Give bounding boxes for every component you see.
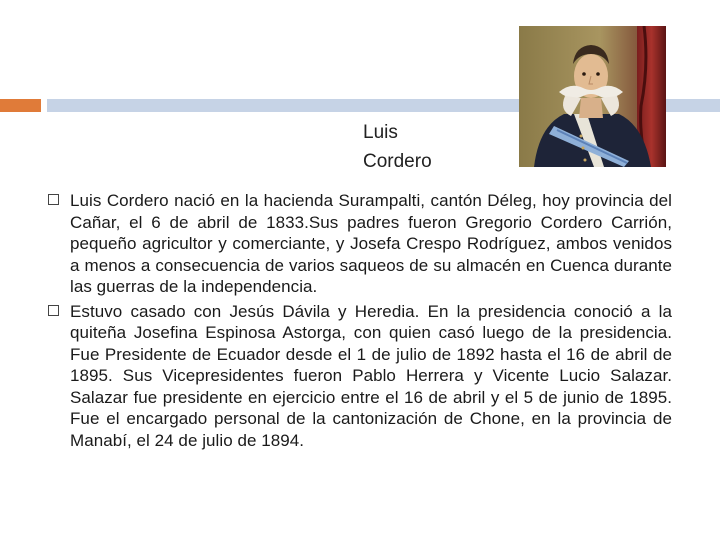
bullet-text: Estuvo casado con Jesús Dávila y Heredia. En la presidencia conoció a la quiteña Josefina Espinosa Astorga, con quien casó luego de la presidencia. Fue Presidente de Ecuador desde el 1 de julio de 1892 hasta el 16 de abril de 1895. Sus Vicepresidentes fueron Pablo Herrera y Vicente Lucio Salazar. Salazar fue presidente en ejercicio entre el 16 de abril y el 5 de junio de 1895. Fue el encargado personal de la cantonización de Chone, en la provincia de Manabí, el 24 de julio de 1894. [70,301,672,450]
portrait-painting-icon [519,26,666,167]
list-item [46,190,672,298]
title-line-first: Luis [363,122,398,143]
square-bullet-icon [48,305,59,316]
square-bullet-icon [48,194,59,205]
portrait-image [519,26,666,167]
bullet-list [46,190,672,454]
accent-bar-orange [0,99,41,112]
list-item [46,301,672,452]
title-line-last: Cordero [363,151,432,172]
slide-title [363,118,513,176]
bullet-text: Luis Cordero nació en la hacienda Surampalti, cantón Déleg, hoy provincia del Cañar, el 6 de abril de 1833.Sus padres fueron Gregorio Cordero Carrión, pequeño agricultor y comerciante, y Josefa Crespo Rodríguez, ambos venidos a menos a consecuencia de varios saqueos de su almacén en Cuenca durante las guerras de la independencia. [70,191,672,296]
